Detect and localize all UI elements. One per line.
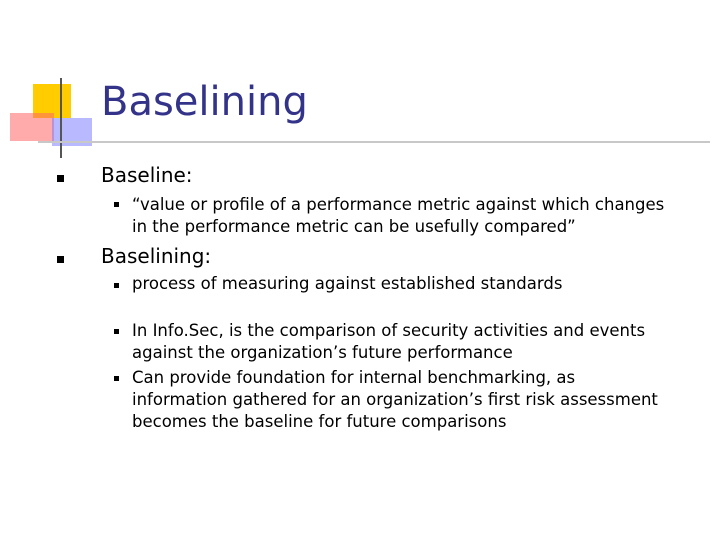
sub-bullet-line: In Info.Sec, is the comparison of security activities and events bbox=[132, 321, 646, 340]
decor-vertical-line bbox=[60, 78, 62, 158]
sub-bullet-marker bbox=[114, 329, 119, 334]
title-underline-rule bbox=[38, 141, 710, 143]
slide-title: Baselining bbox=[101, 79, 308, 125]
bullet-marker bbox=[57, 175, 64, 182]
bullet-text-baselining: Baselining: bbox=[101, 244, 212, 268]
sub-bullet-line: Can provide foundation for internal benchmarking, as bbox=[132, 368, 576, 387]
sub-bullet-line: “value or profile of a performance metric against which changes bbox=[132, 195, 665, 214]
sub-bullet-marker bbox=[114, 376, 119, 381]
sub-bullet-line: in the performance metric can be usefully compared” bbox=[132, 217, 576, 236]
sub-bullet-line: against the organization’s future performance bbox=[132, 343, 513, 362]
sub-bullet-marker bbox=[114, 202, 119, 207]
sub-bullet-line: process of measuring against established standards bbox=[132, 274, 563, 293]
bullet-marker bbox=[57, 256, 64, 263]
sub-bullet-line: information gathered for an organization’s first risk assessment bbox=[132, 390, 658, 409]
decor-red-square bbox=[10, 113, 54, 141]
bullet-text-baseline: Baseline: bbox=[101, 163, 193, 187]
sub-bullet-line: becomes the baseline for future comparisons bbox=[132, 412, 507, 431]
sub-bullet-marker bbox=[114, 283, 119, 288]
